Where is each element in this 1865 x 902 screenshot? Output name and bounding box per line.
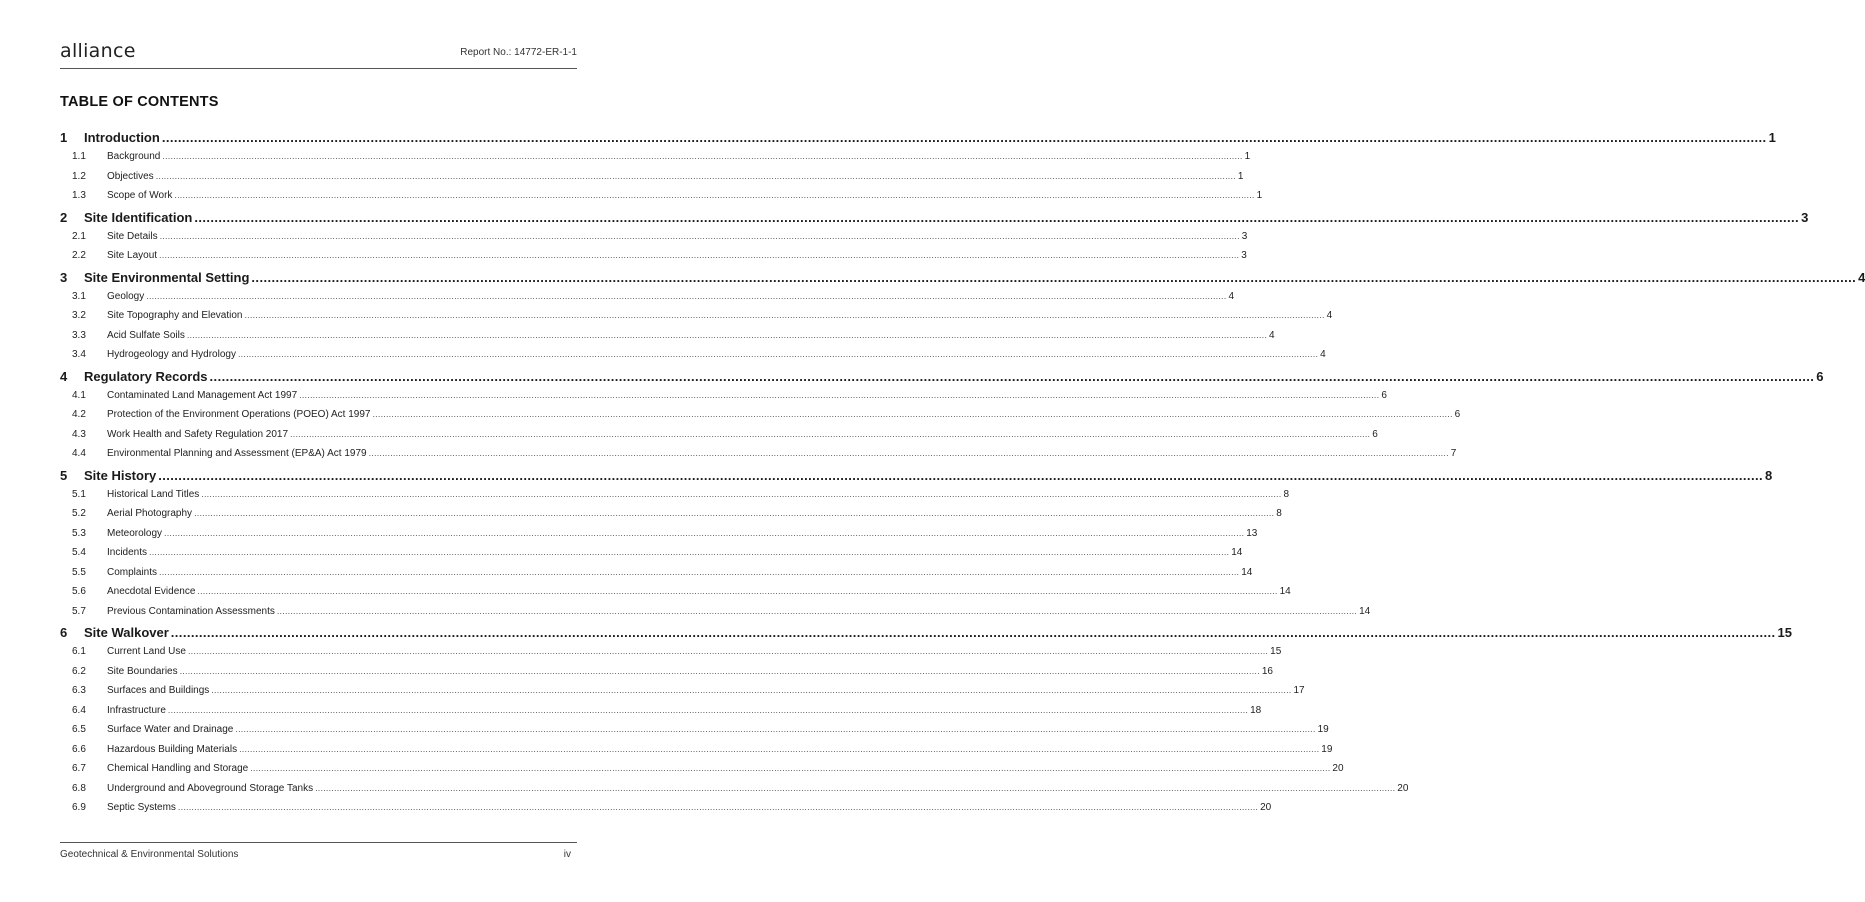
toc-section-entry[interactable] <box>60 269 1865 291</box>
toc-entry-page: 16 <box>1261 665 1273 677</box>
toc-entry-number: 1.1 <box>72 151 86 162</box>
toc-entry-title: Background <box>107 151 161 162</box>
toc-entry-page: 14 <box>1279 586 1291 597</box>
toc-dot-leader: ................................................................................................................................................................................................................................................................................................................................................................................................................ <box>164 527 1245 538</box>
toc-entry-number: 6.3 <box>72 685 86 696</box>
toc-entry-title: Site Walkover <box>84 625 169 640</box>
toc-entry-title: Site Topography and Elevation <box>107 310 243 321</box>
toc-subsection-entry[interactable] <box>60 763 1344 783</box>
toc-subsection-entry[interactable] <box>60 605 1371 626</box>
toc-entry-number: 4.1 <box>72 389 86 401</box>
toc-entry-number: 6.7 <box>72 763 86 774</box>
toc-entry-page: 4 <box>1269 329 1275 341</box>
toc-subsection-entry[interactable] <box>60 448 1457 468</box>
alliance-logo: alliance <box>60 40 136 62</box>
toc-entry-title: Current Land Use <box>107 646 186 657</box>
toc-dot-leader: ................................................................................................................................................................................................................................................................................................................................................................................................................ <box>179 665 1260 676</box>
toc-subsection-entry[interactable] <box>60 290 1235 311</box>
toc-entry-page: 7 <box>1450 448 1457 459</box>
toc-entry-title: Acid Sulfate Soils <box>107 329 185 341</box>
toc-section-entry[interactable] <box>60 625 1792 646</box>
toc-entry-page: 8 <box>1764 467 1773 483</box>
toc-heading: TABLE OF CONTENTS <box>60 94 219 110</box>
toc-dot-leader: ................................................................................................................................................................................................................................................................................................................................................................................................................ <box>146 290 1227 301</box>
toc-entry-number: 6.1 <box>72 646 86 657</box>
toc-entry-title: Introduction <box>84 130 160 145</box>
toc-dot-leader: ................................................................................................................................................................................................................................................................................................................................................................................................................ <box>368 448 1449 458</box>
toc-subsection-entry[interactable] <box>60 230 1248 251</box>
toc-entry-page: 20 <box>1260 802 1272 813</box>
toc-entry-page: 18 <box>1250 704 1262 716</box>
toc-entry-page: 1 <box>1256 190 1263 201</box>
toc-dot-leader: ................................................................................................................................................................................................................................................................................................................................................................................................................ <box>174 190 1255 200</box>
toc-entry-page: 19 <box>1321 743 1333 755</box>
toc-entry-number: 1.3 <box>72 190 86 201</box>
toc-entry-page: 8 <box>1276 508 1282 519</box>
toc-dot-leader: ................................................................................................................................................................................................................................................................................................................................................................................................................ <box>299 389 1380 400</box>
toc-entry-page: 20 <box>1397 782 1409 794</box>
toc-entry-page: 13 <box>1246 527 1258 539</box>
toc-subsection-entry[interactable] <box>60 586 1291 606</box>
toc-entry-number: 4.3 <box>72 428 86 440</box>
toc-dot-leader: ................................................................................................................................................................................................................................................................................................................................................................................................................ <box>159 566 1240 577</box>
toc-subsection-entry[interactable] <box>60 646 1282 666</box>
toc-entry-page: 14 <box>1241 566 1253 578</box>
toc-subsection-entry[interactable] <box>60 782 1409 803</box>
toc-subsection-entry[interactable] <box>60 488 1290 509</box>
toc-entry-title: Meteorology <box>107 527 163 539</box>
toc-section-entry[interactable] <box>60 130 1776 151</box>
toc-section-entry[interactable] <box>60 209 1809 231</box>
toc-dot-leader: ................................................................................................................................................................................................................................................................................................................................................................................................................ <box>250 763 1331 773</box>
toc-dot-leader: ................................................................................................................................................................................................................................................................................................................................................................................................................ <box>187 646 1269 656</box>
toc-entry-title: Septic Systems <box>107 802 176 813</box>
toc-subsection-entry[interactable] <box>60 310 1333 330</box>
toc-entry-page: 3 <box>1241 230 1248 242</box>
toc-entry-title: Underground and Aboveground Storage Tanks <box>107 782 314 794</box>
toc-entry-title: Scope of Work <box>107 190 173 201</box>
toc-entry-title: Environmental Planning and Assessment (EP&A) Act 1979 <box>107 448 367 459</box>
toc-entry-page: 1 <box>1237 170 1244 182</box>
toc-entry-page: 17 <box>1293 685 1305 696</box>
toc-dot-leader: ................................................................................................................................................................................................................................................................................................................................................................................................................ <box>244 310 1325 320</box>
toc-dot-leader: ................................................................................................................................................................................................................................................................................................................................................................................................................ <box>177 802 1259 812</box>
toc-entry-number: 5.3 <box>72 527 86 539</box>
toc-dot-leader: ................................................................................................................................................................................................................................................................................................................................................................................................................ <box>209 368 1815 384</box>
toc-dot-leader: ................................................................................................................................................................................................................................................................................................................................................................................................................ <box>159 230 1240 241</box>
page-footer <box>60 842 577 863</box>
toc-dot-leader: ................................................................................................................................................................................................................................................................................................................................................................................................................ <box>211 685 1292 695</box>
toc-subsection-entry[interactable] <box>60 547 1243 567</box>
toc-subsection-entry[interactable] <box>60 349 1326 369</box>
toc-entry-title: Contaminated Land Management Act 1997 <box>107 389 298 401</box>
toc-entry-page: 20 <box>1332 763 1344 774</box>
toc-dot-leader: ................................................................................................................................................................................................................................................................................................................................................................................................................ <box>315 782 1396 793</box>
toc-subsection-entry[interactable] <box>60 508 1282 528</box>
toc-subsection-entry[interactable] <box>60 802 1272 822</box>
toc-entry-page: 4 <box>1858 269 1865 285</box>
toc-entry-page: 19 <box>1317 724 1329 735</box>
toc-entry-title: Hazardous Building Materials <box>107 743 238 755</box>
toc-entry-number: 5 <box>60 467 68 483</box>
toc-entry-number: 3 <box>60 269 68 285</box>
toc-entry-number: 5.5 <box>72 566 86 578</box>
toc-dot-leader: ................................................................................................................................................................................................................................................................................................................................................................................................................ <box>158 467 1763 483</box>
toc-entry-title: Site Boundaries <box>107 665 178 677</box>
toc-entry-number: 5.1 <box>72 488 86 500</box>
toc-subsection-entry[interactable] <box>60 428 1378 449</box>
toc-subsection-entry[interactable] <box>60 704 1262 725</box>
toc-section-entry[interactable] <box>60 368 1824 390</box>
toc-entry-number: 2.1 <box>72 230 86 242</box>
toc-entry-title: Hydrogeology and Hydrology <box>107 349 236 360</box>
toc-entry-page: 8 <box>1283 488 1290 500</box>
footer-company: Geotechnical & Environmental Solutions <box>60 849 239 860</box>
toc-entry-title: Previous Contamination Assessments <box>107 605 275 617</box>
toc-entry-number: 4.2 <box>72 409 86 420</box>
toc-subsection-entry[interactable] <box>60 724 1329 744</box>
toc-entry-title: Chemical Handling and Storage <box>107 763 249 774</box>
page-header <box>60 40 577 69</box>
toc-entry-title: Geology <box>107 290 145 302</box>
toc-entry-page: 14 <box>1359 605 1371 617</box>
toc-dot-leader: ................................................................................................................................................................................................................................................................................................................................................................................................................ <box>239 743 1320 754</box>
toc-entry-page: 14 <box>1231 547 1243 558</box>
toc-entry-number: 6.2 <box>72 665 86 677</box>
toc-entry-title: Regulatory Records <box>84 368 208 384</box>
toc-entry-page: 6 <box>1381 389 1387 401</box>
toc-entry-number: 5.6 <box>72 586 86 597</box>
table-of-contents <box>60 130 1865 822</box>
toc-subsection-entry[interactable] <box>60 170 1244 191</box>
toc-dot-leader: ................................................................................................................................................................................................................................................................................................................................................................................................................ <box>170 625 1776 640</box>
toc-subsection-entry[interactable] <box>60 389 1387 410</box>
toc-entry-number: 3.1 <box>72 290 86 302</box>
toc-dot-leader: ................................................................................................................................................................................................................................................................................................................................................................................................................ <box>235 724 1316 734</box>
toc-dot-leader: ................................................................................................................................................................................................................................................................................................................................................................................................................ <box>194 209 1800 225</box>
toc-entry-title: Site Details <box>107 230 158 242</box>
toc-entry-title: Incidents <box>107 547 148 558</box>
toc-entry-title: Historical Land Titles <box>107 488 200 500</box>
toc-dot-leader: ................................................................................................................................................................................................................................................................................................................................................................................................................ <box>276 605 1358 616</box>
toc-dot-leader: ................................................................................................................................................................................................................................................................................................................................................................................................................ <box>201 488 1282 499</box>
toc-entry-title: Surfaces and Buildings <box>107 685 210 696</box>
toc-subsection-entry[interactable] <box>60 685 1305 705</box>
toc-entry-title: Site Layout <box>107 250 158 261</box>
toc-subsection-entry[interactable] <box>60 190 1263 210</box>
report-number: Report No.: 14772-ER-1-1 <box>460 47 577 58</box>
toc-subsection-entry[interactable] <box>60 743 1333 764</box>
toc-entry-number: 5.7 <box>72 605 86 617</box>
toc-entry-page: 1 <box>1768 130 1776 145</box>
toc-dot-leader: ................................................................................................................................................................................................................................................................................................................................................................................................................ <box>186 329 1268 340</box>
toc-dot-leader: ................................................................................................................................................................................................................................................................................................................................................................................................................ <box>290 428 1371 439</box>
toc-dot-leader: ................................................................................................................................................................................................................................................................................................................................................................................................................ <box>149 547 1230 557</box>
footer-page-number: iv <box>563 849 571 860</box>
toc-entry-number: 2.2 <box>72 250 86 261</box>
toc-entry-title: Protection of the Environment Operations (POEO) Act 1997 <box>107 409 371 420</box>
toc-entry-page: 4 <box>1320 349 1326 360</box>
toc-entry-number: 6.4 <box>72 704 86 716</box>
toc-entry-page: 6 <box>1372 428 1378 440</box>
toc-subsection-entry[interactable] <box>60 250 1247 270</box>
toc-entry-number: 2 <box>60 209 68 225</box>
toc-entry-number: 3.3 <box>72 329 86 341</box>
toc-entry-number: 4.4 <box>72 448 86 459</box>
toc-entry-page: 3 <box>1801 209 1809 225</box>
toc-dot-leader: ................................................................................................................................................................................................................................................................................................................................................................................................................ <box>197 586 1278 596</box>
toc-subsection-entry[interactable] <box>60 329 1275 350</box>
toc-entry-title: Infrastructure <box>107 704 166 716</box>
toc-entry-number: 1.2 <box>72 170 86 182</box>
toc-entry-page: 4 <box>1228 290 1235 302</box>
toc-entry-number: 6 <box>60 625 68 640</box>
toc-entry-title: Site Identification <box>84 209 193 225</box>
toc-subsection-entry[interactable] <box>60 566 1253 587</box>
toc-dot-leader: ................................................................................................................................................................................................................................................................................................................................................................................................................ <box>251 269 1857 285</box>
toc-entry-title: Aerial Photography <box>107 508 193 519</box>
toc-subsection-entry[interactable] <box>60 527 1258 548</box>
toc-entry-page: 15 <box>1777 625 1792 640</box>
toc-entry-number: 5.4 <box>72 547 86 558</box>
toc-dot-leader: ................................................................................................................................................................................................................................................................................................................................................................................................................ <box>372 409 1453 419</box>
toc-entry-number: 3.4 <box>72 349 86 360</box>
toc-dot-leader: ................................................................................................................................................................................................................................................................................................................................................................................................................ <box>194 508 1275 518</box>
toc-entry-number: 3.2 <box>72 310 86 321</box>
toc-entry-title: Complaints <box>107 566 158 578</box>
toc-entry-number: 5.2 <box>72 508 86 519</box>
toc-entry-page: 4 <box>1326 310 1333 321</box>
toc-entry-number: 6.6 <box>72 743 86 755</box>
toc-entry-title: Objectives <box>107 170 154 182</box>
toc-dot-leader: ................................................................................................................................................................................................................................................................................................................................................................................................................ <box>155 170 1236 181</box>
toc-dot-leader: ................................................................................................................................................................................................................................................................................................................................................................................................................ <box>162 151 1243 161</box>
toc-entry-page: 6 <box>1816 368 1824 384</box>
toc-dot-leader: ................................................................................................................................................................................................................................................................................................................................................................................................................ <box>167 704 1249 715</box>
toc-entry-number: 6.8 <box>72 782 86 794</box>
toc-entry-number: 6.5 <box>72 724 86 735</box>
toc-entry-page: 15 <box>1270 646 1282 657</box>
toc-entry-number: 1 <box>60 130 68 145</box>
toc-entry-number: 4 <box>60 368 68 384</box>
toc-entry-title: Anecdotal Evidence <box>107 586 196 597</box>
toc-section-entry[interactable] <box>60 467 1773 489</box>
toc-subsection-entry[interactable] <box>60 151 1251 171</box>
toc-entry-page: 3 <box>1241 250 1247 261</box>
toc-entry-title: Surface Water and Drainage <box>107 724 234 735</box>
toc-dot-leader: ................................................................................................................................................................................................................................................................................................................................................................................................................ <box>237 349 1319 359</box>
toc-entry-number: 6.9 <box>72 802 86 813</box>
toc-dot-leader: ................................................................................................................................................................................................................................................................................................................................................................................................................ <box>161 130 1767 145</box>
toc-dot-leader: ................................................................................................................................................................................................................................................................................................................................................................................................................ <box>159 250 1240 260</box>
toc-entry-title: Site History <box>84 467 157 483</box>
toc-entry-page: 1 <box>1244 151 1251 162</box>
toc-subsection-entry[interactable] <box>60 665 1273 686</box>
toc-subsection-entry[interactable] <box>60 409 1461 429</box>
toc-entry-page: 6 <box>1454 409 1461 420</box>
toc-entry-title: Work Health and Safety Regulation 2017 <box>107 428 289 440</box>
toc-entry-title: Site Environmental Setting <box>84 269 250 285</box>
